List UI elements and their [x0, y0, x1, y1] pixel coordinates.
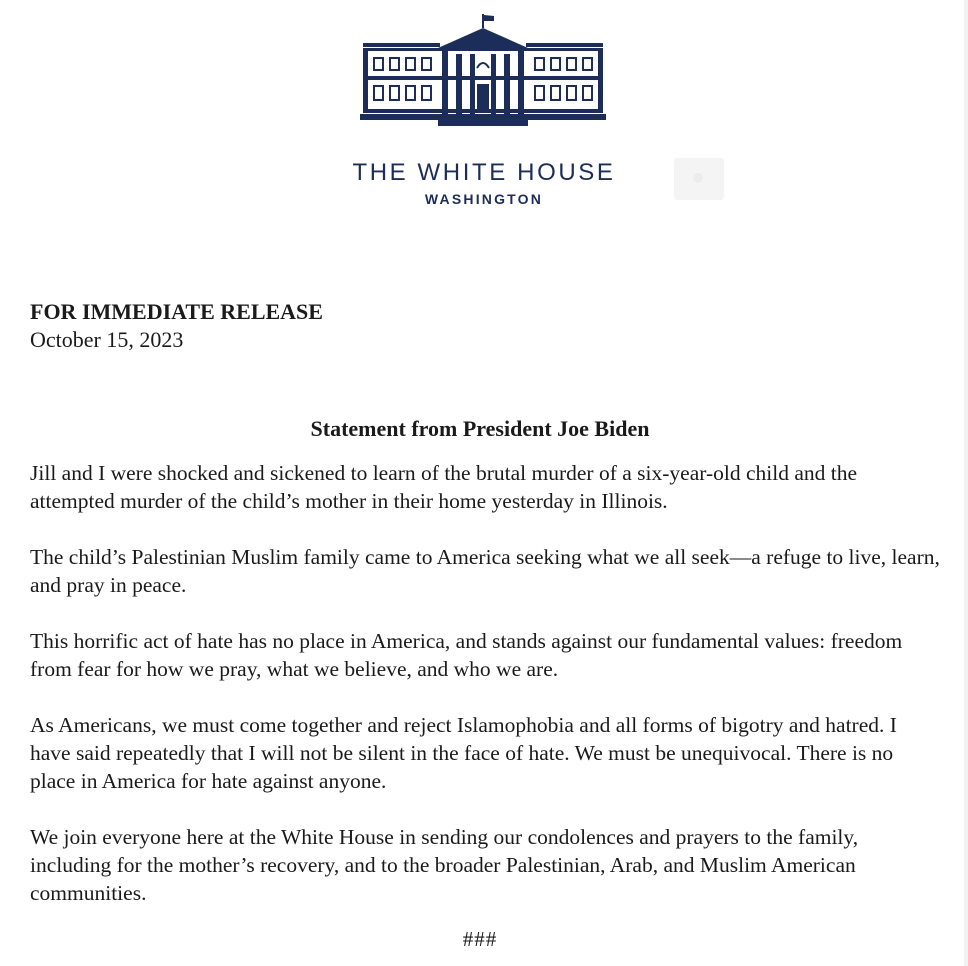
white-house-building-icon: [360, 12, 606, 128]
release-label: FOR IMMEDIATE RELEASE: [30, 299, 323, 324]
release-header: [30, 298, 323, 354]
statement-title: Statement from President Joe Biden: [310, 416, 650, 441]
statement-paragraph: The child’s Palestinian Muslim family came to America seeking what we all seek—a refuge to live, learn, and pray in peace.: [30, 545, 940, 597]
release-date: October 15, 2023: [30, 327, 184, 352]
end-mark: ###: [462, 927, 498, 951]
statement-paragraph: This horrific act of hate has no place in America, and stands against our fundamental values: freedom from fear for how we pray, what we believe, and who we are.: [30, 629, 903, 681]
statement-body: [30, 459, 942, 935]
statement-paragraph: As Americans, we must come together and reject Islamophobia and all forms of bigotry and hatred. I have said repeatedly that I will not be silent in the face of hate. We must be unequivocal. There is no place in America for hate against anyone.: [30, 713, 897, 793]
statement-paragraph: We join everyone here at the White House in sending our condolences and prayers to the family, including for the mother’s recovery, and to the broader Palestinian, Arab, and Muslim American communities.: [30, 825, 859, 905]
washington-subtitle: WASHINGTON: [424, 191, 544, 207]
statement-paragraph: Jill and I were shocked and sickened to learn of the brutal murder of a six-year-old child and the attempted murder of the child’s mother in their home yesterday in Illinois.: [30, 461, 858, 513]
white-house-wordmark: THE WHITE HOUSE: [352, 159, 616, 186]
faint-badge-overlay: [674, 158, 724, 200]
page-edge: [964, 0, 968, 966]
